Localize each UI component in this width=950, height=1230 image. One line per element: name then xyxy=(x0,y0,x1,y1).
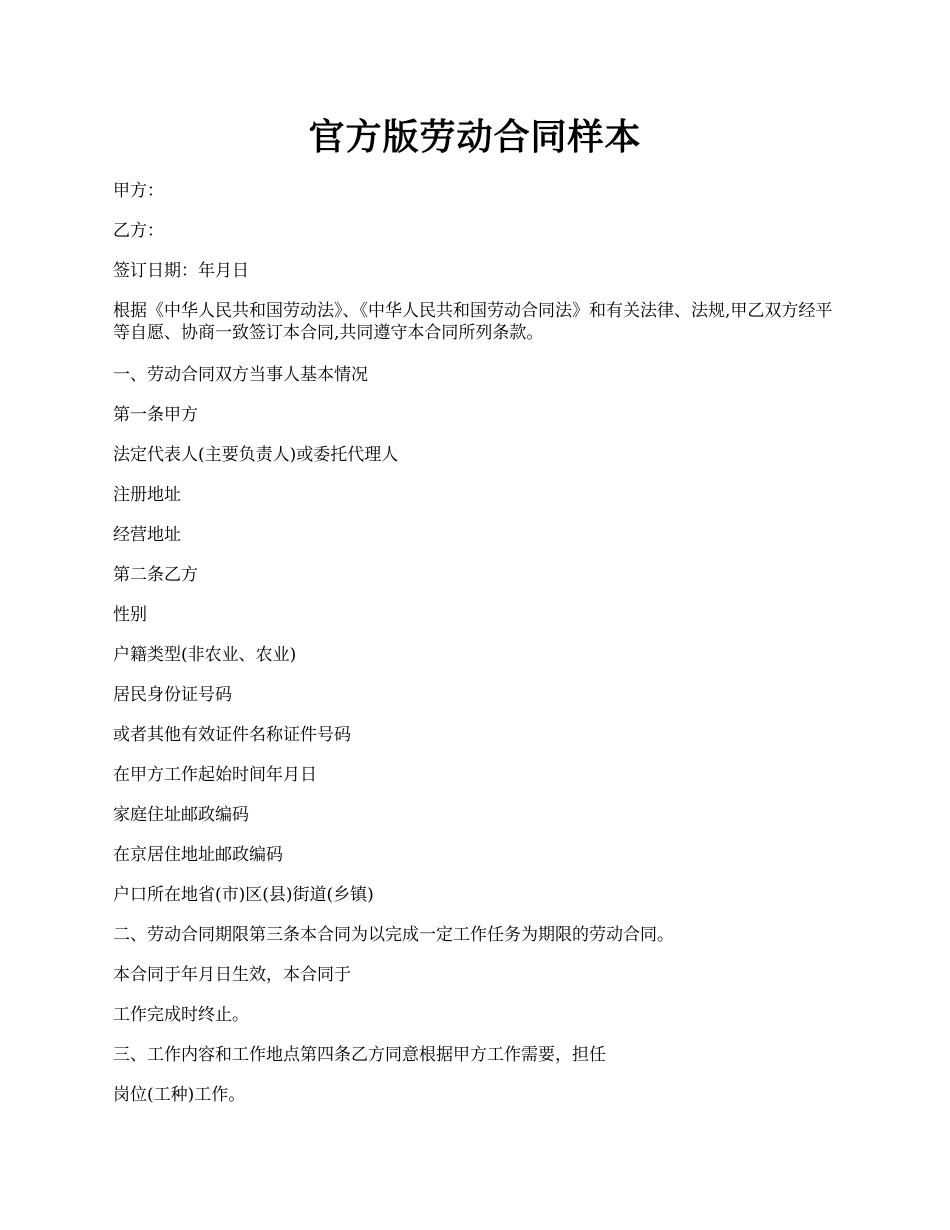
registered-address-line: 注册地址 xyxy=(113,485,181,505)
start-date-line: 在甲方工作起始时间年月日 xyxy=(113,765,317,785)
other-id-line: 或者其他有效证件名称证件号码 xyxy=(113,725,351,745)
gender-line: 性别 xyxy=(113,605,147,625)
party-a-line: 甲方： xyxy=(113,181,164,201)
termination-line: 工作完成时终止。 xyxy=(113,1005,249,1025)
party-b-line: 乙方： xyxy=(113,221,164,241)
household-type-line: 户籍类型(非农业、农业) xyxy=(113,645,297,665)
id-number-line: 居民身份证号码 xyxy=(113,685,232,705)
hukou-location-line: 户口所在地省(市)区(县)街道(乡镇) xyxy=(113,885,374,905)
home-address-line: 家庭住址邮政编码 xyxy=(113,805,249,825)
preamble-paragraph: 根据《中华人民共和国劳动法》、《中华人民共和国劳动合同法》和有关法律、法规,甲乙双方经平等自愿、协商一致签订本合同,共同遵守本合同所列条款。 xyxy=(113,301,833,343)
section-heading-parties: 一、劳动合同双方当事人基本情况 xyxy=(113,365,368,385)
signing-date-line: 签订日期：年月日 xyxy=(113,261,249,281)
business-address-line: 经营地址 xyxy=(113,525,181,545)
article-1-heading: 第一条甲方 xyxy=(113,405,198,425)
position-line: 岗位(工种)工作。 xyxy=(113,1085,246,1105)
section-heading-work: 三、工作内容和工作地点第四条乙方同意根据甲方工作需要，担任 xyxy=(113,1045,606,1065)
document-title: 官方版劳动合同样本 xyxy=(308,116,642,158)
beijing-address-line: 在京居住地址邮政编码 xyxy=(113,845,283,865)
document-body xyxy=(113,180,833,1124)
effective-date-line: 本合同于年月日生效，本合同于 xyxy=(113,965,351,985)
legal-representative-line: 法定代表人(主要负责人)或委托代理人 xyxy=(113,445,399,465)
article-2-heading: 第二条乙方 xyxy=(113,565,198,585)
section-heading-term: 二、劳动合同期限第三条本合同为以完成一定工作任务为期限的劳动合同。 xyxy=(113,925,674,945)
